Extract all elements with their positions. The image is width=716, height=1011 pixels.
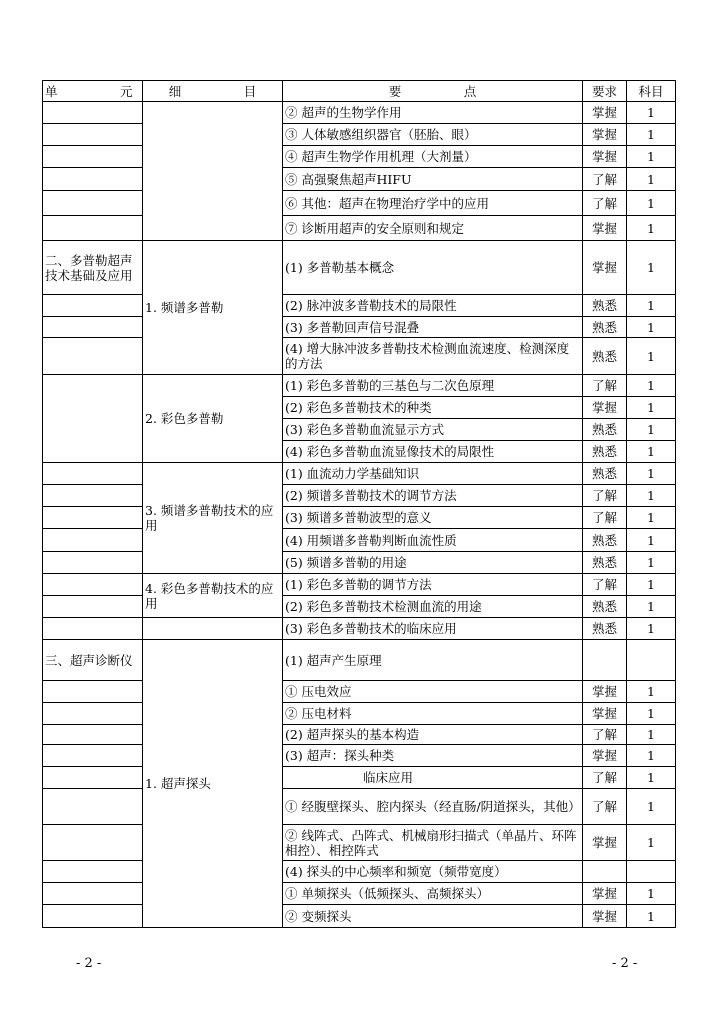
requirement-cell: 了解 (583, 507, 627, 529)
subject-cell: 1 (627, 463, 676, 485)
detail-cell-empty (143, 618, 283, 640)
point-cell: (1) 超声产生原理 (283, 640, 583, 681)
subject-cell: 1 (627, 574, 676, 596)
table-row (43, 529, 676, 552)
subject-cell: 1 (627, 216, 676, 241)
requirement-cell: 掌握 (583, 745, 627, 767)
unit-cell-empty (43, 789, 143, 825)
subject-cell: 1 (627, 883, 676, 905)
subject-cell: 1 (627, 596, 676, 618)
header-point: 要 点 (283, 81, 583, 102)
point-cell: (3) 频谱多普勒波型的意义 (283, 507, 583, 529)
point-cell: ① 单频探头（低频探头、高频探头） (283, 883, 583, 905)
table-row (43, 146, 676, 168)
point-cell: ① 压电效应 (283, 681, 583, 703)
subject-cell: 1 (627, 745, 676, 767)
point-cell: (4) 增大脉冲波多普勒技术检测血流速度、检测深度的方法 (283, 338, 583, 375)
unit-label: 二、多普勒超声技术基础及应用 (43, 241, 143, 295)
unit-cell-empty (43, 124, 143, 146)
requirement-cell: 掌握 (583, 905, 627, 928)
requirement-cell: 掌握 (583, 216, 627, 241)
subject-cell: 1 (627, 317, 676, 338)
unit-cell-empty (43, 767, 143, 789)
requirement-cell: 了解 (583, 168, 627, 191)
header-detail: 细 目 (143, 81, 283, 102)
point-cell: (2) 超声探头的基本构造 (283, 725, 583, 745)
table-row (43, 745, 676, 767)
unit-cell-empty (43, 596, 143, 618)
point-cell: ② 超声的生物学作用 (283, 102, 583, 124)
point-cell: (1) 彩色多普勒的调节方法 (283, 574, 583, 596)
unit-cell-empty (43, 861, 143, 883)
unit-cell-empty (43, 317, 143, 338)
point-cell: ① 经腹壁探头、腔内探头（经直肠/阴道探头，其他） (283, 789, 583, 825)
table-row (43, 767, 676, 789)
requirement-cell: 熟悉 (583, 596, 627, 618)
requirement-cell: 熟悉 (583, 552, 627, 574)
subject-cell: 1 (627, 441, 676, 463)
subject-cell: 1 (627, 905, 676, 928)
table-row (43, 463, 676, 485)
subject-cell: 1 (627, 485, 676, 507)
requirement-cell: 掌握 (583, 825, 627, 861)
point-cell: ② 变频探头 (283, 905, 583, 928)
table-row (43, 905, 676, 928)
unit-cell-empty (43, 825, 143, 861)
unit-cell-empty (43, 574, 143, 596)
requirement-cell: 掌握 (583, 124, 627, 146)
subject-cell: 1 (627, 338, 676, 375)
point-cell: (2) 频谱多普勒技术的调节方法 (283, 485, 583, 507)
unit-cell-empty (43, 102, 143, 124)
subject-cell: 1 (627, 241, 676, 295)
point-cell: ⑦ 诊断用超声的安全原则和规定 (283, 216, 583, 241)
syllabus-table (42, 80, 676, 928)
subject-cell: 1 (627, 375, 676, 397)
point-cell: (2) 彩色多普勒技术检测血流的用途 (283, 596, 583, 618)
subject-cell (627, 640, 676, 681)
subject-cell: 1 (627, 507, 676, 529)
table-row (43, 317, 676, 338)
requirement-cell: 熟悉 (583, 338, 627, 375)
point-cell: ⑥ 其他：超声在物理治疗学中的应用 (283, 191, 583, 216)
requirement-cell (583, 640, 627, 681)
unit-cell-empty (43, 191, 143, 216)
requirement-cell: 了解 (583, 375, 627, 397)
point-cell: (3) 多普勒回声信号混叠 (283, 317, 583, 338)
requirement-cell: 掌握 (583, 703, 627, 725)
point-cell: 临床应用 (283, 767, 583, 789)
subject-cell: 1 (627, 168, 676, 191)
unit-cell-empty (43, 216, 143, 241)
subject-cell: 1 (627, 146, 676, 168)
requirement-cell (583, 861, 627, 883)
table-row (43, 883, 676, 905)
requirement-cell: 了解 (583, 574, 627, 596)
table-row (43, 124, 676, 146)
requirement-cell: 熟悉 (583, 295, 627, 317)
unit-cell-empty (43, 168, 143, 191)
subject-cell: 1 (627, 191, 676, 216)
detail-label: 3. 频谱多普勒技术的应用 (143, 463, 283, 574)
table-row (43, 789, 676, 825)
header-unit: 单 元 (43, 81, 143, 102)
requirement-cell: 掌握 (583, 241, 627, 295)
table-row (43, 596, 676, 618)
table-row (43, 191, 676, 216)
unit-cell-empty (43, 375, 143, 463)
page-number-left: - 2 - (76, 956, 102, 971)
point-cell: (2) 彩色多普勒技术的种类 (283, 397, 583, 419)
point-cell: (2) 脉冲波多普勒技术的局限性 (283, 295, 583, 317)
table-row (43, 574, 676, 596)
unit-cell-empty (43, 883, 143, 905)
requirement-cell: 了解 (583, 767, 627, 789)
table-row (43, 338, 676, 375)
requirement-cell: 了解 (583, 485, 627, 507)
unit-cell-empty (43, 338, 143, 375)
requirement-cell: 掌握 (583, 146, 627, 168)
point-cell: (1) 彩色多普勒的三基色与二次色原理 (283, 375, 583, 397)
table-row (43, 861, 676, 883)
point-cell: (4) 彩色多普勒血流显像技术的局限性 (283, 441, 583, 463)
unit-cell-empty (43, 618, 143, 640)
subject-cell: 1 (627, 725, 676, 745)
subject-cell: 1 (627, 789, 676, 825)
requirement-cell: 了解 (583, 789, 627, 825)
table-row (43, 681, 676, 703)
subject-cell (627, 861, 676, 883)
table-row (43, 703, 676, 725)
requirement-cell: 了解 (583, 191, 627, 216)
unit-cell-empty (43, 146, 143, 168)
subject-cell: 1 (627, 618, 676, 640)
detail-cell-empty (143, 102, 283, 241)
header-requirement: 要求 (583, 81, 627, 102)
table-row (43, 507, 676, 529)
detail-label: 4. 彩色多普勒技术的应用 (143, 574, 283, 618)
point-cell: (4) 探头的中心频率和频宽（频带宽度） (283, 861, 583, 883)
subject-cell: 1 (627, 825, 676, 861)
table-row (43, 168, 676, 191)
point-cell: (1) 血流动力学基础知识 (283, 463, 583, 485)
page-number-right: - 2 - (612, 956, 638, 971)
unit-cell-empty (43, 463, 143, 485)
point-cell: (3) 彩色多普勒技术的临床应用 (283, 618, 583, 640)
requirement-cell: 熟悉 (583, 419, 627, 441)
point-cell: (3) 彩色多普勒血流显示方式 (283, 419, 583, 441)
point-cell: ② 线阵式、凸阵式、机械扇形扫描式（单晶片、环阵相控）、相控阵式 (283, 825, 583, 861)
requirement-cell: 熟悉 (583, 529, 627, 552)
table-row (43, 552, 676, 574)
unit-cell-empty (43, 507, 143, 529)
requirement-cell: 熟悉 (583, 441, 627, 463)
unit-cell-empty (43, 681, 143, 703)
unit-cell-empty (43, 529, 143, 552)
subject-cell: 1 (627, 529, 676, 552)
unit-cell-empty (43, 745, 143, 767)
subject-cell: 1 (627, 397, 676, 419)
subject-cell: 1 (627, 102, 676, 124)
requirement-cell: 熟悉 (583, 618, 627, 640)
header-subject: 科目 (627, 81, 676, 102)
point-cell: (1) 多普勒基本概念 (283, 241, 583, 295)
unit-cell-empty (43, 703, 143, 725)
point-cell: (3) 超声：探头种类 (283, 745, 583, 767)
unit-label: 三、超声诊断仪 (43, 640, 143, 681)
point-cell: ③ 人体敏感组织器官（胚胎、眼） (283, 124, 583, 146)
point-cell: (4) 用频谱多普勒判断血流性质 (283, 529, 583, 552)
detail-label: 1. 频谱多普勒 (143, 241, 283, 375)
unit-cell-empty (43, 552, 143, 574)
table-row (43, 216, 676, 241)
point-cell: (5) 频谱多普勒的用途 (283, 552, 583, 574)
subject-cell: 1 (627, 681, 676, 703)
unit-cell-empty (43, 905, 143, 928)
table-row (43, 618, 676, 640)
point-cell: ⑤ 高强聚焦超声HIFU (283, 168, 583, 191)
unit-cell-empty (43, 725, 143, 745)
requirement-cell: 熟悉 (583, 463, 627, 485)
detail-label: 1. 超声探头 (143, 640, 283, 928)
header-row (43, 81, 676, 102)
unit-cell-empty (43, 295, 143, 317)
table-row (43, 640, 676, 681)
subject-cell: 1 (627, 124, 676, 146)
subject-cell: 1 (627, 767, 676, 789)
table-row (43, 241, 676, 295)
detail-label: 2. 彩色多普勒 (143, 375, 283, 463)
subject-cell: 1 (627, 295, 676, 317)
table-row (43, 375, 676, 397)
requirement-cell: 掌握 (583, 397, 627, 419)
table-row (43, 485, 676, 507)
point-cell: ② 压电材料 (283, 703, 583, 725)
requirement-cell: 了解 (583, 725, 627, 745)
subject-cell: 1 (627, 552, 676, 574)
table-row (43, 295, 676, 317)
requirement-cell: 掌握 (583, 883, 627, 905)
table-row (43, 825, 676, 861)
requirement-cell: 掌握 (583, 681, 627, 703)
subject-cell: 1 (627, 703, 676, 725)
unit-cell-empty (43, 485, 143, 507)
requirement-cell: 掌握 (583, 102, 627, 124)
table-row (43, 725, 676, 745)
requirement-cell: 熟悉 (583, 317, 627, 338)
table-row (43, 102, 676, 124)
subject-cell: 1 (627, 419, 676, 441)
point-cell: ④ 超声生物学作用机理（大剂量） (283, 146, 583, 168)
